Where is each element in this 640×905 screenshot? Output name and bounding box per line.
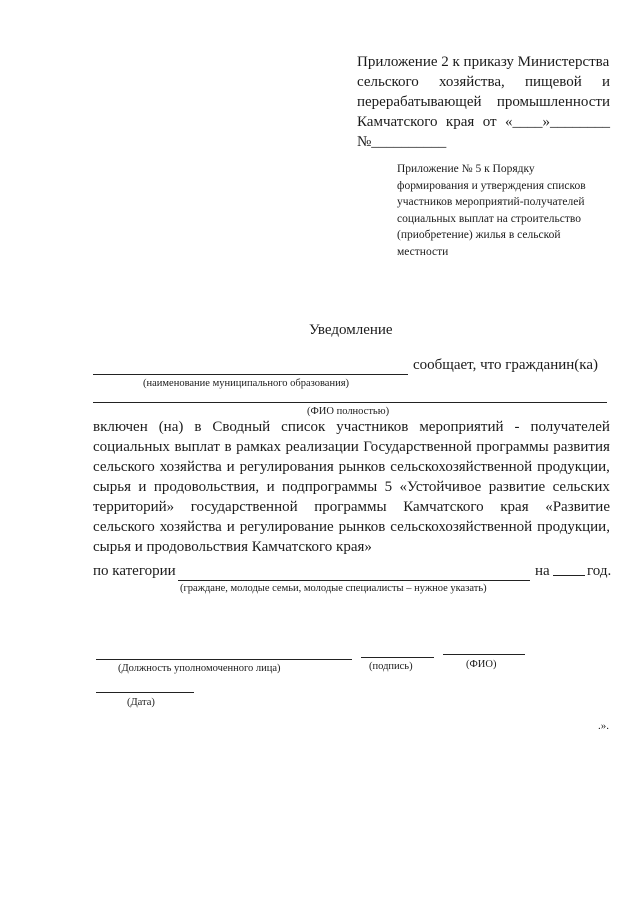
word: включен [93, 419, 148, 435]
word: подпрограммы [282, 479, 378, 495]
body-line [93, 459, 610, 476]
fio-short-fill-line [443, 654, 525, 655]
word: пищевой [524, 74, 582, 90]
word: развития [553, 439, 610, 455]
word: получателей [530, 419, 610, 435]
word: сельского [93, 459, 155, 475]
body-line [93, 439, 610, 456]
word: территорий» [93, 499, 175, 515]
word: рынков [338, 519, 386, 535]
word: список [281, 419, 326, 435]
appendix-5-line: социальных выплат на строительство [397, 213, 582, 225]
word: «Развитие [545, 499, 610, 515]
word: и [266, 479, 275, 495]
word: и [138, 479, 147, 495]
word: №__________ [357, 134, 447, 150]
word: края [445, 114, 475, 130]
municipality-fill-line [93, 374, 408, 375]
signature-caption: (подпись) [369, 661, 413, 672]
appendix-2-line-5 [357, 134, 610, 151]
word: Сводный [212, 419, 271, 435]
word: Приложение 2 к приказу Министерства [357, 54, 610, 70]
word: «Устойчивое [399, 479, 482, 495]
word: программы [476, 439, 549, 455]
body-last-line: сырья и продовольствия Камчатского края» [93, 539, 372, 555]
signature-fill-line [361, 657, 434, 658]
reports-citizen-text: сообщает, что гражданин(ка) [413, 357, 598, 373]
word: - [514, 419, 520, 435]
word: 5 [384, 479, 393, 495]
appendix-5-line: местности [397, 246, 449, 258]
word: продовольствия, [153, 479, 260, 495]
word: сельского [357, 74, 419, 90]
word: хозяйства [159, 519, 222, 535]
word: хозяйства, [438, 74, 505, 90]
appendix-5-line: Приложение № 5 к Порядку [397, 163, 535, 175]
position-fill-line [96, 659, 352, 660]
word: и [226, 519, 235, 535]
word: развитие [488, 479, 546, 495]
appendix-2-line-1 [357, 54, 610, 71]
appendix-5-line: (приобретение) жилья в сельской [397, 229, 561, 241]
body-line [93, 479, 610, 496]
body-line [93, 519, 610, 536]
word: регулирования [239, 459, 334, 475]
word: рынков [338, 459, 386, 475]
word: государственной [190, 499, 298, 515]
word: и [226, 459, 235, 475]
word: (на) [158, 419, 184, 435]
appendix-5-line: участников мероприятий-получателей [397, 196, 585, 208]
word: «____»________ [504, 114, 610, 130]
appendix-5-line: формирования и утверждения списков [397, 180, 586, 192]
position-caption: (Должность уполномоченного лица) [118, 663, 281, 674]
appendix-2-line-2 [357, 74, 610, 91]
word: Камчатского [403, 499, 484, 515]
category-fill-line [178, 580, 530, 581]
word: программы [314, 499, 387, 515]
word: хозяйства [159, 459, 222, 475]
municipality-caption: (наименование муниципального образования) [143, 378, 350, 389]
word: Государственной [363, 439, 472, 455]
category-caption: (граждане, молодые семьи, молодые специалисты – нужное указать) [180, 583, 487, 594]
word: социальных [93, 439, 170, 455]
word: реализации [285, 439, 359, 455]
fio-fill-line [93, 402, 607, 403]
word: в [224, 439, 232, 455]
word: сырья [93, 479, 131, 495]
appendix-2-line-3 [357, 94, 610, 111]
word: продукции, [537, 459, 610, 475]
word: выплат [174, 439, 220, 455]
category-label: по категории [93, 563, 176, 579]
word: в [194, 419, 202, 435]
notice-title: Уведомление [309, 322, 393, 338]
on-label: на [535, 563, 550, 579]
word: регулирование [239, 519, 334, 535]
word: от [482, 114, 497, 130]
word: Камчатского [357, 114, 438, 130]
year-label: год. [587, 563, 612, 579]
year-fill-line [553, 575, 585, 576]
word: сельскохозяйственной [390, 459, 533, 475]
word: сельскохозяйственной [390, 519, 533, 535]
date-fill-line [96, 692, 194, 693]
closing-mark: .». [598, 720, 609, 732]
word: продукции, [537, 519, 610, 535]
body-line [93, 499, 610, 516]
fio-caption: (ФИО полностью) [307, 406, 390, 417]
body-line [93, 419, 610, 436]
word: и [601, 74, 610, 90]
word: рамках [236, 439, 281, 455]
word: участников [336, 419, 409, 435]
fio-short-caption: (ФИО) [466, 659, 497, 670]
word: края [500, 499, 529, 515]
appendix-2-line-4 [357, 114, 610, 131]
word: мероприятий [419, 419, 504, 435]
word: сельских [552, 479, 610, 495]
word: промышленности [496, 94, 610, 110]
word: сельского [93, 519, 155, 535]
date-caption: (Дата) [127, 697, 155, 708]
word: перерабатывающей [357, 94, 482, 110]
